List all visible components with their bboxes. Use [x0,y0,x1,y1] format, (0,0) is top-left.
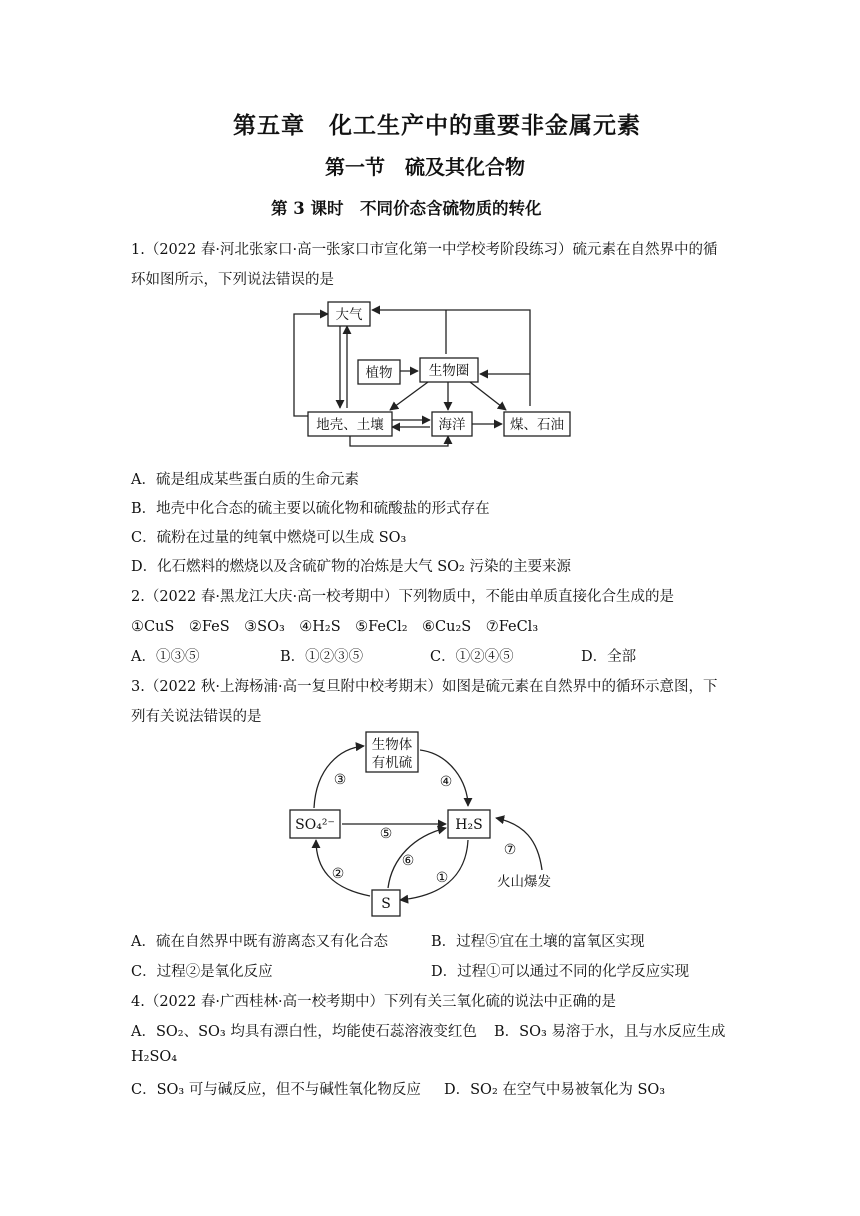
q2-stem: 2.（2022 春·黑龙江大庆·高一校考期中）下列物质中，不能由单质直接化合生成的是 [131,589,675,605]
q3-stem-line2: 列有关说法错误的是 [131,709,262,725]
q3-sulfur-cycle-diagram [280,728,590,924]
step-5-label: ⑤ [379,826,393,842]
q2-option-a: A．①③⑤ [131,649,200,665]
plants-label: 植物 [365,365,393,381]
q1-sulfur-cycle-diagram [280,296,580,456]
q4-option-d: D．SO₂ 在空气中易被氧化为 SO₃ [444,1082,666,1098]
q1-option-b: B．地壳中化合态的硫主要以硫化物和硫酸盐的形式存在 [131,501,490,517]
q1-option-c: C．硫粉在过量的纯氧中燃烧可以生成 SO₃ [131,530,407,546]
section-title: 第一节 硫及其化合物 [325,155,525,179]
q3-option-c: C．过程②是氧化反应 [131,964,273,980]
chapter-title: 第五章 化工生产中的重要非金属元素 [233,112,641,139]
sulfur-label: S [381,896,391,912]
q2-option-b: B．①②③⑤ [280,649,364,665]
q2-option-c: C．①②④⑤ [430,649,514,665]
coal-oil-label: 煤、石油 [510,417,564,433]
q4-option-a: A．SO₂、SO₃ 均具有漂白性，均能使石蕊溶液变红色 [131,1024,477,1040]
q3-stem-line1: 3.（2022 秋·上海杨浦·高一复旦附中校考期末）如图是硫元素在自然界中的循环示意图，下 [131,679,718,695]
organism-label-line1: 生物体 [371,737,413,753]
q4-stem: 4.（2022 春·广西桂林·高一校考期中）下列有关三氧化硫的说法中正确的是 [131,994,617,1010]
q2-option-d: D．全部 [581,649,637,665]
lesson-title: 第 3 课时 不同价态含硫物质的转化 [271,199,542,218]
q1-option-a: A．硫是组成某些蛋白质的生命元素 [131,472,359,488]
q3-option-a: A．硫在自然界中既有游离态又有化合态 [131,934,388,950]
crust-soil-label: 地壳、土壤 [316,417,384,433]
q4-option-c: C．SO₃ 可与碱反应，但不与碱性氧化物反应 [131,1082,421,1098]
atmosphere-label: 大气 [335,307,363,323]
q4-option-b-line2: H₂SO₄ [131,1049,178,1065]
q2-items: ①CuS ②FeS ③SO₃ ④H₂S ⑤FeCl₂ ⑥Cu₂S ⑦FeCl₃ [131,619,539,635]
step-4-label: ④ [439,774,453,790]
step-7-label: ⑦ [503,842,517,858]
organism-label-line2: 有机硫 [371,755,413,771]
volcano-label: 火山爆发 [497,874,551,890]
q3-option-b: B．过程⑤宜在土壤的富氧区实现 [431,934,645,950]
step-3-label: ③ [333,772,347,788]
ocean-label: 海洋 [438,417,466,433]
q1-option-d: D．化石燃料的燃烧以及含硫矿物的冶炼是大气 SO₂ 污染的主要来源 [131,559,571,575]
q1-stem-line1: 1.（2022 春·河北张家口·高一张家口市宣化第一中学校考阶段练习）硫元素在自然界中的循 [131,242,718,258]
q4-option-b-line1: B．SO₃ 易溶于水，且与水反应生成 [494,1024,726,1040]
step-6-label: ⑥ [401,853,415,869]
q1-stem-line2: 环如图所示，下列说法错误的是 [131,272,334,288]
sulfate-label: SO₄²⁻ [295,817,335,833]
q3-option-d: D．过程①可以通过不同的化学反应实现 [431,964,690,980]
h2s-label: H₂S [455,817,483,833]
step-2-label: ② [331,866,345,882]
step-1-label: ① [435,870,449,886]
biosphere-label: 生物圈 [428,363,470,379]
